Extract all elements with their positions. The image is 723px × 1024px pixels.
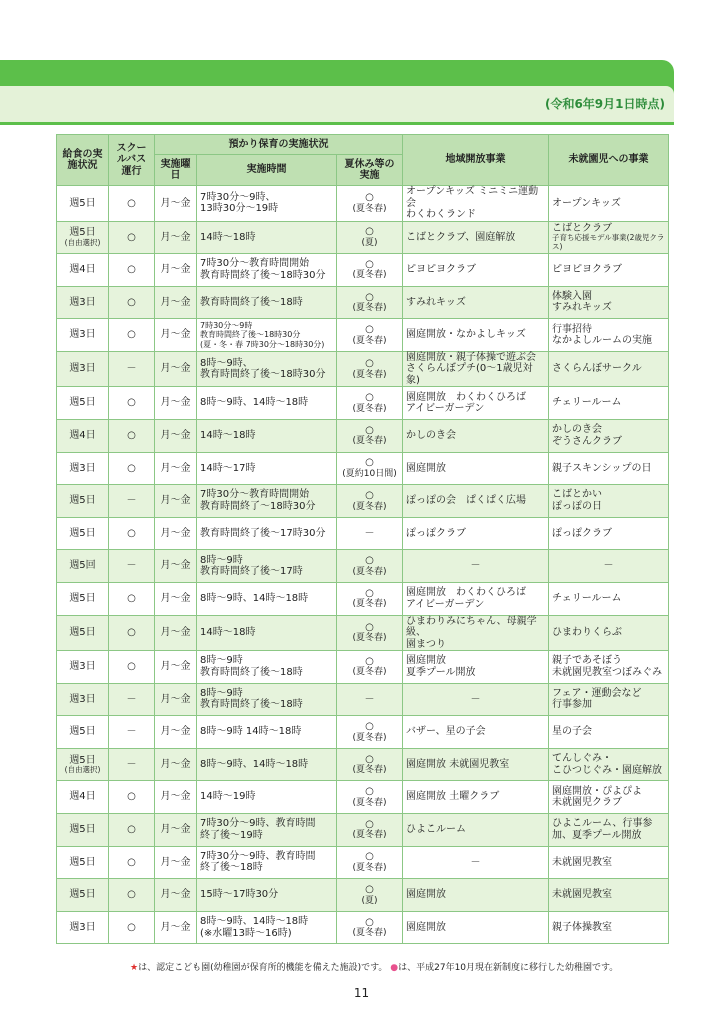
cell-time: 14時～19時: [197, 781, 337, 814]
cell-preschool: 親子スキンシップの日: [549, 452, 669, 485]
cell-lunch: 週3日: [57, 286, 109, 319]
cell-summer: ○ (夏冬春): [337, 651, 403, 684]
table-row: [57, 286, 669, 319]
cell-summer: ○ (夏冬春): [337, 419, 403, 452]
table-row: [57, 221, 669, 254]
cell-preschool: チェリールーム: [549, 582, 669, 615]
table-row: [57, 186, 669, 222]
cell-summer: －: [337, 683, 403, 716]
cell-days: 月～金: [155, 221, 197, 254]
cell-summer: ○ (夏冬春): [337, 319, 403, 352]
page-number: 11: [353, 986, 370, 1000]
cell-days: 月～金: [155, 879, 197, 912]
cell-days: 月～金: [155, 582, 197, 615]
cell-bus: ○: [109, 319, 155, 352]
cell-time: 14時～17時: [197, 452, 337, 485]
cell-preschool: ひよこルーム、行事参 加、夏季プール開放: [549, 814, 669, 847]
header-lunch: 給食の実施状況: [57, 135, 109, 186]
cell-community: －: [403, 683, 549, 716]
cell-summer: ○ (夏): [337, 879, 403, 912]
cell-lunch: 週3日: [57, 683, 109, 716]
header-bus: スクールバス運行: [109, 135, 155, 186]
table-row: [57, 748, 669, 781]
cell-community: こばとクラブ、園庭解放: [403, 221, 549, 254]
cell-lunch: 週5日: [57, 846, 109, 879]
cell-lunch: 週5日: [57, 186, 109, 222]
dot-icon: ●: [390, 963, 399, 973]
table-row: [57, 814, 669, 847]
cell-preschool: こばとかい ぽっぽの日: [549, 485, 669, 518]
cell-bus: ○: [109, 254, 155, 287]
cell-time: 8時～9時 教育時間終了後～17時: [197, 550, 337, 583]
cell-days: 月～金: [155, 846, 197, 879]
as-of-date: (令和6年9月1日時点): [544, 97, 665, 111]
cell-time: 14時～18時: [197, 615, 337, 651]
table-row: [57, 911, 669, 944]
cell-preschool: 体験入園 すみれキッズ: [549, 286, 669, 319]
cell-preschool: チェリールーム: [549, 387, 669, 420]
cell-community: かしのき会: [403, 419, 549, 452]
cell-summer: ○ (夏冬春): [337, 351, 403, 387]
cell-days: 月～金: [155, 911, 197, 944]
cell-days: 月～金: [155, 387, 197, 420]
cell-bus: ○: [109, 814, 155, 847]
cell-bus: ○: [109, 651, 155, 684]
cell-summer: ○ (夏冬春): [337, 814, 403, 847]
cell-bus: ○: [109, 387, 155, 420]
table-row: [57, 550, 669, 583]
cell-community: ひまわりみにちゃん、母親学級、 園まつり: [403, 615, 549, 651]
cell-bus: ○: [109, 221, 155, 254]
table-row: [57, 351, 669, 387]
cell-preschool: てんしぐみ・ こひつじぐみ・園庭解放: [549, 748, 669, 781]
cell-lunch: 週3日: [57, 319, 109, 352]
table-row: [57, 485, 669, 518]
cell-lunch: 週3日: [57, 452, 109, 485]
cell-community: 園庭開放・なかよしキッズ: [403, 319, 549, 352]
cell-time: 8時～9時 教育時間終了後～18時: [197, 683, 337, 716]
cell-lunch: 週5日: [57, 517, 109, 550]
cell-community: ぽっぽクラブ: [403, 517, 549, 550]
cell-summer: ○ (夏冬春): [337, 716, 403, 749]
table-body: [57, 186, 669, 944]
table-row: [57, 452, 669, 485]
cell-days: 月～金: [155, 550, 197, 583]
cell-days: 月～金: [155, 517, 197, 550]
table-row: [57, 716, 669, 749]
cell-preschool: 親子であそぼう 未就園児教室つぼみぐみ: [549, 651, 669, 684]
cell-community: すみれキッズ: [403, 286, 549, 319]
cell-days: 月～金: [155, 351, 197, 387]
cell-time: 7時30分～教育時間開始 教育時間終了～18時30分: [197, 485, 337, 518]
cell-time: 8時～9時、14時～18時 (※水曜13時～16時): [197, 911, 337, 944]
cell-lunch: 週5日: [57, 879, 109, 912]
cell-preschool: さくらんぼサークル: [549, 351, 669, 387]
cell-lunch: 週5日: [57, 615, 109, 651]
header-days: 実施曜日: [155, 155, 197, 186]
cell-lunch: 週3日: [57, 911, 109, 944]
cell-time: 7時30分～9時 教育時間終了後～18時30分 (夏・冬・春 7時30分～18時30分): [197, 319, 337, 352]
cell-community: 園庭開放・親子体操で遊ぶ会 さくらんぼプチ(0～1歳児対象): [403, 351, 549, 387]
cell-bus: ○: [109, 879, 155, 912]
cell-bus: ○: [109, 286, 155, 319]
cell-time: 7時30分～9時、教育時間 終了後～19時: [197, 814, 337, 847]
cell-days: 月～金: [155, 419, 197, 452]
cell-preschool: ひまわりくらぶ: [549, 615, 669, 651]
cell-community: －: [403, 846, 549, 879]
table-row: [57, 781, 669, 814]
cell-days: 月～金: [155, 286, 197, 319]
cell-summer: ○ (夏冬春): [337, 582, 403, 615]
table-row: [57, 615, 669, 651]
cell-preschool: 未就園児教室: [549, 846, 669, 879]
cell-community: 園庭開放: [403, 452, 549, 485]
cell-bus: ○: [109, 452, 155, 485]
cell-lunch: 週5日: [57, 387, 109, 420]
cell-preschool: かしのき会 ぞうさんクラブ: [549, 419, 669, 452]
cell-time: 15時～17時30分: [197, 879, 337, 912]
cell-lunch: 週5日: [57, 716, 109, 749]
cell-bus: －: [109, 683, 155, 716]
footnote-star-text: は、認定こども園(幼稚園が保育所的機能を備えた施設)です。: [138, 963, 388, 973]
cell-summer: ○ (夏冬春): [337, 387, 403, 420]
cell-community: －: [403, 550, 549, 583]
cell-summer: ○ (夏冬春): [337, 748, 403, 781]
table-row: [57, 419, 669, 452]
cell-days: 月～金: [155, 615, 197, 651]
cell-days: 月～金: [155, 716, 197, 749]
cell-days: 月～金: [155, 748, 197, 781]
cell-bus: ○: [109, 582, 155, 615]
cell-summer: ○ (夏冬春): [337, 550, 403, 583]
cell-preschool: 未就園児教室: [549, 879, 669, 912]
cell-summer: ○ (夏): [337, 221, 403, 254]
cell-community: 園庭開放 土曜クラブ: [403, 781, 549, 814]
cell-preschool: ピヨピヨクラブ: [549, 254, 669, 287]
cell-community: ピヨピヨクラブ: [403, 254, 549, 287]
cell-preschool: 園庭開放・ぴよぴよ 未就園児クラブ: [549, 781, 669, 814]
cell-time: 14時～18時: [197, 221, 337, 254]
kindergarten-table: [56, 134, 669, 944]
cell-summer: ○ (夏冬春): [337, 615, 403, 651]
table-row: [57, 846, 669, 879]
cell-bus: －: [109, 550, 155, 583]
cell-bus: ○: [109, 846, 155, 879]
cell-community: 園庭開放: [403, 879, 549, 912]
cell-bus: －: [109, 351, 155, 387]
cell-preschool: こばとクラブ 子育ち応援モデル事業(2歳児クラス): [549, 221, 669, 254]
footnote-dot-text: は、平成27年10月現在新制度に移行した幼稚園です。: [398, 963, 619, 973]
cell-community: ひよこルーム: [403, 814, 549, 847]
cell-time: 7時30分～9時、教育時間 終了後～18時: [197, 846, 337, 879]
cell-community: ぽっぽの会 ぱくぱく広場: [403, 485, 549, 518]
cell-preschool: －: [549, 550, 669, 583]
table-row: [57, 651, 669, 684]
cell-bus: －: [109, 485, 155, 518]
cell-lunch: 週4日: [57, 254, 109, 287]
cell-days: 月～金: [155, 781, 197, 814]
cell-summer: ○ (夏冬春): [337, 254, 403, 287]
cell-preschool: 親子体操教室: [549, 911, 669, 944]
cell-bus: ○: [109, 615, 155, 651]
table-row: [57, 582, 669, 615]
cell-time: 7時30分～9時、 13時30分～19時: [197, 186, 337, 222]
cell-days: 月～金: [155, 485, 197, 518]
cell-bus: ○: [109, 186, 155, 222]
cell-lunch: 週5回: [57, 550, 109, 583]
divider-line: [0, 122, 674, 125]
cell-summer: ○ (夏冬春): [337, 846, 403, 879]
cell-time: 8時～9時、14時～18時: [197, 582, 337, 615]
table-row: [57, 683, 669, 716]
cell-preschool: ぽっぽクラブ: [549, 517, 669, 550]
cell-community: 園庭開放 わくわくひろば アイビーガーデン: [403, 387, 549, 420]
cell-time: 8時～9時、14時～18時: [197, 748, 337, 781]
cell-days: 月～金: [155, 683, 197, 716]
table-row: [57, 517, 669, 550]
cell-lunch: 週3日: [57, 651, 109, 684]
cell-time: 14時～18時: [197, 419, 337, 452]
cell-days: 月～金: [155, 319, 197, 352]
cell-lunch: 週5日: [57, 814, 109, 847]
cell-bus: －: [109, 716, 155, 749]
header-summer: 夏休み等の実施: [337, 155, 403, 186]
table-row: [57, 319, 669, 352]
cell-time: 8時～9時 教育時間終了後～18時: [197, 651, 337, 684]
header-community: 地域開放事業: [403, 135, 549, 186]
cell-preschool: 星の子会: [549, 716, 669, 749]
cell-community: バザー、星の子会: [403, 716, 549, 749]
cell-lunch: 週5日 (自由選択): [57, 221, 109, 254]
table-row: [57, 879, 669, 912]
cell-community: 園庭開放: [403, 911, 549, 944]
cell-lunch: 週5日: [57, 582, 109, 615]
cell-summer: ○ (夏冬春): [337, 781, 403, 814]
cell-lunch: 週5日: [57, 485, 109, 518]
cell-time: 8時～9時、 教育時間終了後～18時30分: [197, 351, 337, 387]
header-childcare: 預かり保育の実施状況: [155, 135, 403, 155]
header-preschool: 未就園児への事業: [549, 135, 669, 186]
cell-community: 園庭開放 夏季プール開放: [403, 651, 549, 684]
cell-preschool: フェア・運動会など 行事参加: [549, 683, 669, 716]
cell-days: 月～金: [155, 814, 197, 847]
table-row: [57, 254, 669, 287]
footnote: [130, 960, 618, 973]
cell-summer: ○ (夏冬春): [337, 485, 403, 518]
star-icon: ★: [130, 963, 139, 973]
header-time: 実施時間: [197, 155, 337, 186]
cell-time: 教育時間終了後～18時: [197, 286, 337, 319]
cell-summer: ○ (夏冬春): [337, 186, 403, 222]
cell-bus: ○: [109, 517, 155, 550]
cell-lunch: 週4日: [57, 781, 109, 814]
cell-bus: ○: [109, 781, 155, 814]
cell-summer: －: [337, 517, 403, 550]
cell-time: 8時～9時 14時～18時: [197, 716, 337, 749]
cell-lunch: 週5日 (自由選択): [57, 748, 109, 781]
cell-community: 園庭開放 わくわくひろば アイビーガーデン: [403, 582, 549, 615]
cell-time: 7時30分～教育時間開始 教育時間終了後～18時30分: [197, 254, 337, 287]
cell-days: 月～金: [155, 186, 197, 222]
cell-preschool: 行事招待 なかよしルームの実施: [549, 319, 669, 352]
cell-lunch: 週4日: [57, 419, 109, 452]
cell-summer: ○ (夏冬春): [337, 911, 403, 944]
cell-bus: ○: [109, 911, 155, 944]
cell-days: 月～金: [155, 452, 197, 485]
cell-bus: ○: [109, 419, 155, 452]
cell-community: 園庭開放 未就園児教室: [403, 748, 549, 781]
table-row: [57, 387, 669, 420]
cell-time: 教育時間終了後～17時30分: [197, 517, 337, 550]
cell-lunch: 週3日: [57, 351, 109, 387]
cell-summer: ○ (夏冬春): [337, 286, 403, 319]
cell-summer: ○ (夏約10日間): [337, 452, 403, 485]
cell-time: 8時～9時、14時～18時: [197, 387, 337, 420]
cell-days: 月～金: [155, 254, 197, 287]
cell-days: 月～金: [155, 651, 197, 684]
cell-bus: －: [109, 748, 155, 781]
cell-preschool: オープンキッズ: [549, 186, 669, 222]
cell-community: オープンキッズ ミニミニ運動会 わくわくランド: [403, 186, 549, 222]
